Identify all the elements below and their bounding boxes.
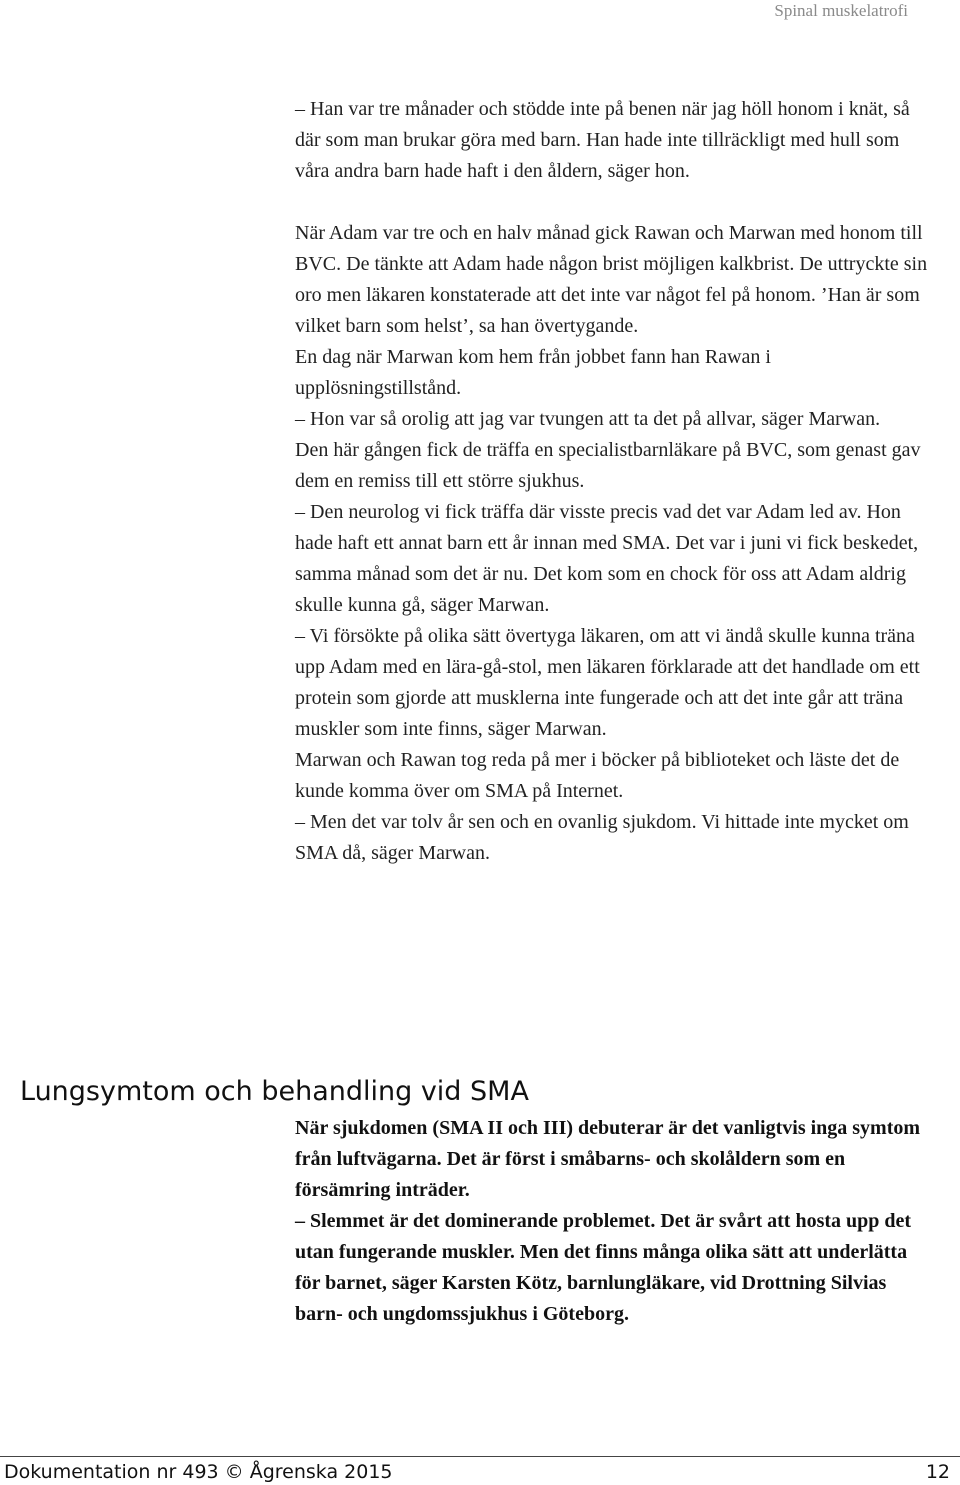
running-header — [774, 0, 908, 24]
lead-paragraph: När sjukdomen (SMA II och III) debuterar är det vanligtvis inga symtom från luftvägarna. Det är först i småbarns- och skolåldern som en försämring inträder. — [295, 1117, 921, 1201]
body-paragraph: – Hon var så orolig att jag var tvungen att ta det på allvar, säger Marwan. — [295, 408, 881, 430]
lead-paragraph: – Slemmet är det dominerande problemet. Det är svårt att hosta upp det utan fungerande muskler. Men det finns många olika sätt att underlätta för barnet, säger Karsten Kötz, barnlungläkare, vid Drottning Silvias barn- och ungdomssjukhus i Göteborg. — [295, 1210, 912, 1325]
body-paragraph: – Vi försökte på olika sätt övertyga läkaren, om att vi ändå skulle kunna träna upp Adam med en lära-gå-stol, men läkaren förklarade att det handlade om ett protein som gjorde att musklerna inte fungerade och att det inte går att träna muskler som inte finns, säger Marwan. — [295, 625, 920, 740]
section-heading: Lungsymtom och behandling vid SMA — [20, 1076, 529, 1108]
body-paragraph: – Den neurolog vi fick träffa där visste precis vad det var Adam led av. Hon hade haft ett annat barn ett år innan med SMA. Det var i juni vi fick beskedet, samma månad som det är nu. Det kom som en chock för oss att Adam aldrig skulle kunna gå, säger Marwan. — [295, 501, 919, 616]
body-paragraph: När Adam var tre och en halv månad gick Rawan och Marwan med honom till BVC. De tänkte att Adam hade någon brist möjligen kalkbrist. De uttryckte sin oro men läkaren konstaterade att det inte var något fel på honom. ’Han är som vilket barn som helst’, sa han övertygande. — [295, 222, 928, 337]
body-paragraph: – Han var tre månader och stödde inte på benen när jag höll honom i knät, så där som man brukar göra med barn. Han hade inte tillräckligt med hull som våra andra barn hade haft i den åldern, säger hon. — [295, 98, 910, 182]
footer-divider — [0, 1456, 960, 1457]
body-paragraph: – Men det var tolv år sen och en ovanlig sjukdom. Vi hittade inte mycket om SMA då, säger Marwan. — [295, 811, 909, 864]
article-body — [295, 94, 935, 869]
page-number: 12 — [925, 1461, 950, 1483]
paragraph-gap — [295, 187, 935, 218]
running-title: Spinal muskelatrofi — [774, 1, 908, 20]
body-paragraph: Marwan och Rawan tog reda på mer i böcker på biblioteket och läste det de kunde komma över om SMA på Internet. — [295, 749, 900, 802]
body-paragraph: En dag när Marwan kom hem från jobbet fann han Rawan i upplösningstillstånd. — [295, 346, 771, 399]
footer-publication: Dokumentation nr 493 © Ågrenska 2015 — [4, 1461, 393, 1483]
section-lead — [295, 1113, 935, 1330]
body-paragraph: Den här gången fick de träffa en specialistbarnläkare på BVC, som genast gav dem en remiss till ett större sjukhus. — [295, 439, 921, 492]
